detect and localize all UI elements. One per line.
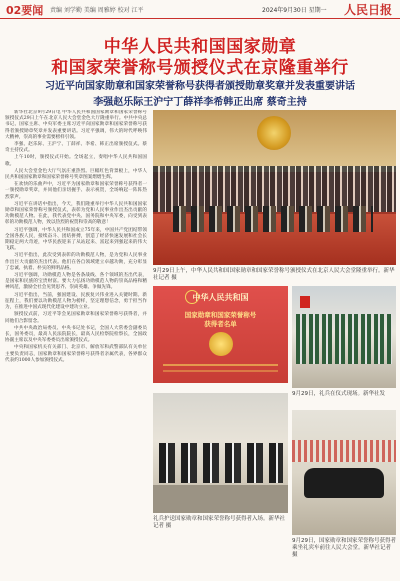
motorcade-photo [153, 393, 288, 513]
article-body [5, 110, 147, 576]
article-paragraph: 习近平指出，此次受到表彰的功勋模范人物，是为党和人民事业作出巨大贡献的杰出代表。他们在各自领域建立卓越功勋，充分彰显了忠诚、执着、朴实的鲜明品格。 [5, 253, 147, 271]
subheadline: 习近平向国家勋章和国家荣誉称号获得者颁授勋章奖章并发表重要讲话 [45, 81, 355, 92]
vehicle-photo [292, 410, 396, 535]
article-paragraph: 习近平强调，中华人民共和国成立75年来，中国共产党团结带领全国各族人民，接续奋斗、团结拼搏，创造了经济快速发展和社会长期稳定两大奇迹，中华民族迎来了从站起来、富起来到强起来的伟大飞跃。 [5, 227, 147, 252]
main-photo-caption: 9月29日上午，中华人民共和国国家勋章和国家荣誉称号颁授仪式在北京人民大会堂隆重举行。新华社记者 摄 [153, 268, 395, 281]
vehicle-photo-caption: 9月29日，国家勋章和国家荣誉称号获得者乘坐礼宾车前往人民大会堂。新华社记者 摄 [292, 538, 396, 558]
medal-icon [209, 332, 233, 356]
editor-credits: 责编 刘学勤 美编 周雅婷 校对 江平 [50, 7, 144, 14]
page-number-badge: 02要闻 [6, 4, 44, 17]
article-paragraph: 中央和国家机关有关部门、北京市、解放军和武警部队有关单位主要负责同志，国家勋章和国家荣誉称号获得者亲属代表，各界群众代表约1000人参加颁授仪式。 [5, 345, 147, 363]
national-emblem-icon [257, 116, 291, 150]
decorative-rule [163, 364, 278, 366]
motorcycle-escort [159, 443, 283, 483]
article-paragraph: 在欢快的乐曲声中，习近平为国家勋章和国家荣誉称号获得者一一颁授勋章奖章，并同他们亲切握手、表示祝贺，全场响起一阵阵热烈掌声。 [5, 182, 147, 200]
guard-photo-caption: 9月29日，礼兵在仪式现场。新华社发 [292, 391, 385, 397]
article-paragraph: 人民大会堂金色大厅气氛庄重热烈。巨幅红色背景板上，中华人民共和国国家勋章和国家荣誉称号奖章图案熠熠生辉。 [5, 168, 147, 181]
honoree-list-graphic [153, 286, 288, 383]
decorative-rule [163, 370, 278, 372]
article-paragraph: 习近平指出，当前，强国建设、民族复兴伟业进入关键时期。新征程上，我们要以功勋模范人物为榜样，坚定理想信念，勇于担当作为，在推进中国式现代化建设中建功立业。 [5, 292, 147, 311]
newspaper-logo: 人民日报 [343, 3, 392, 17]
car-icon [304, 468, 384, 498]
masthead [0, 0, 400, 19]
article-paragraph: 习近平在讲话中指出，今天，我们隆重举行中华人民共和国国家勋章和国家荣誉称号颁授仪式，表彰为党和人民事业作出杰出贡献的功勋模范人物。在此，我代表党中央、国务院和中央军委，向受到表彰的功勋模范人物，致以热烈的祝贺和崇高的敬意！ [5, 201, 147, 226]
ceremony-photo [153, 110, 396, 265]
crowd-with-flags [292, 440, 396, 462]
guard-ranks [296, 314, 392, 364]
road [153, 485, 288, 513]
flag-icon [300, 296, 310, 308]
article-paragraph: 中共中央政治局委员、中央书记处书记，全国人大常委会副委员长，国务委员，最高人民法院院长，最高人民检察院检察长，全国政协副主席以及中央军委委员出席颁授仪式。 [5, 325, 147, 344]
article-paragraph: 李强、赵乐际、王沪宁、丁薛祥、李希、韩正出席颁授仪式。蔡奇主持仪式。 [5, 142, 147, 154]
presiders-line: 李强赵乐际王沪宁丁薛祥李希韩正出席 蔡奇主持 [93, 97, 307, 108]
article-paragraph: 习近平强调，功勋模范人物是各条战线、各个领域的杰出代表，是国家和民族的宝贵财富。要大力弘扬功勋模范人物的崇高品格和精神风范，激励全社会见贤思齐、崇尚英雄、争做先锋。 [5, 273, 147, 291]
graphic-subtitle-2: 获得者名单 [204, 320, 237, 328]
graphic-title: 中华人民共和国 [192, 293, 249, 302]
headline-line-2: 和国家荣誉称号颁授仪式在京隆重举行 [51, 58, 349, 78]
article-paragraph: 上午10时，颁授仪式开始。全场起立，奏唱中华人民共和国国歌。 [5, 155, 147, 167]
article-paragraph: 颁授仪式前，习近平等会见国家勋章和国家荣誉称号获得者，并同他们合影留念。 [5, 312, 147, 324]
front-row-people [173, 206, 373, 232]
issue-date: 2024年9月30日 星期一 [262, 7, 327, 14]
honor-guard-photo [292, 286, 396, 388]
headline-line-1: 中华人民共和国国家勋章 [103, 37, 297, 57]
article-paragraph: 新华社北京9月29日电 中华人民共和国国家勋章和国家荣誉称号颁授仪式29日上午在北京人民大会堂金色大厅隆重举行。中共中央总书记、国家主席、中央军委主席习近平向国家勋章和国家荣誉称号获得者颁授勋章奖章并发表重要讲话。习近平强调，伟大的时代呼唤伟大精神，崇高的事业需要榜样引领。 [5, 110, 147, 140]
graphic-subtitle-1: 国家勋章和国家荣誉称号 [184, 311, 257, 319]
motorcade-photo-caption: 礼兵护送国家勋章和国家荣誉称号获得者入场。新华社记者 摄 [153, 516, 286, 529]
